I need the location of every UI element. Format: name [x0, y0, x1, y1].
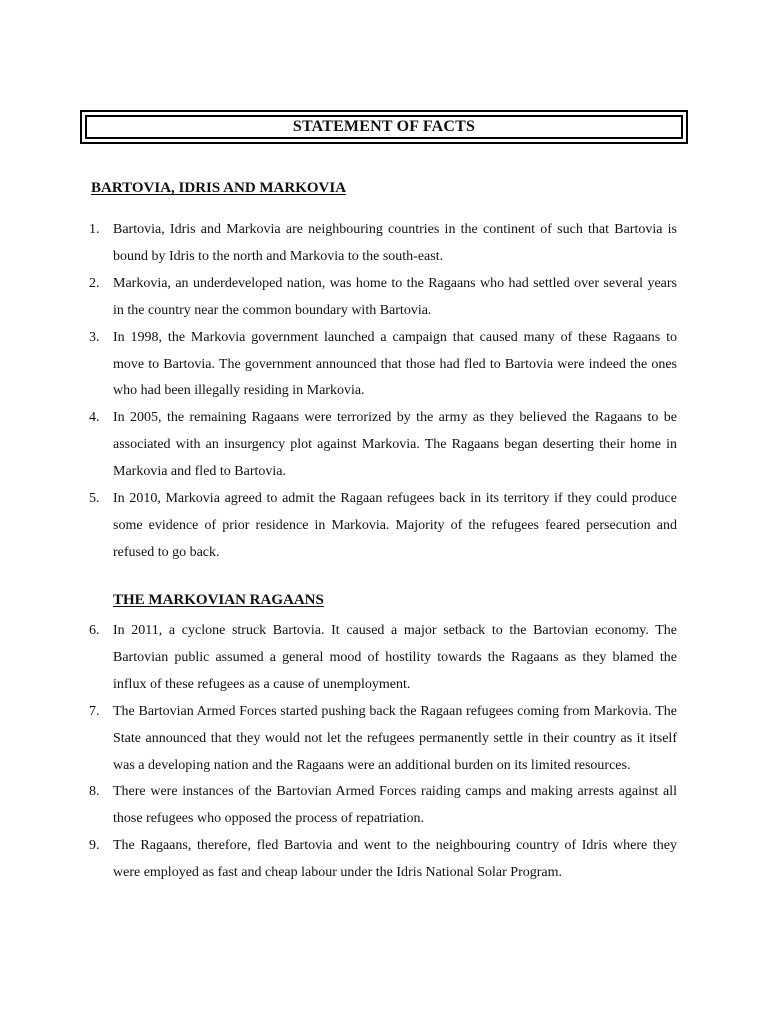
section-heading-bartovia-idris-markovia: BARTOVIA, IDRIS AND MARKOVIA — [91, 180, 347, 196]
fact-number: 4. — [89, 410, 100, 426]
fact-item-5 — [89, 486, 677, 567]
fact-text: There were instances of the Bartovian Armed Forces raiding camps and making arrests against all those refugees who opposed the process of repatriation. — [113, 784, 677, 827]
fact-item-9 — [89, 833, 677, 887]
fact-text: Markovia, an underdeveloped nation, was home to the Ragaans who had settled over several years in the country near the common boundary with Bartovia. — [113, 275, 677, 318]
fact-number: 1. — [89, 222, 100, 237]
fact-item-7 — [89, 699, 677, 780]
fact-text: The Bartovian Armed Forces started pushing back the Ragaan refugees coming from Markovia. The State announced that they would not let the refugees permanently settle in their country as it itself was a developing nation and the Ragaans were an additional burden on its limited resources. — [113, 703, 677, 773]
fact-item-2 — [89, 271, 677, 325]
fact-item-3 — [89, 325, 677, 406]
fact-text: In 2011, a cyclone struck Bartovia. It caused a major setback to the Bartovian economy. The Bartovian public assumed a general mood of hostility towards the Ragaans as they blamed the influx of these refugees as a cause of unemployment. — [113, 623, 677, 692]
fact-number: 8. — [89, 784, 100, 800]
fact-text: In 2005, the remaining Ragaans were terrorized by the army as they believed the Ragaans to be associated with an insurgency plot against Markovia. The Ragaans began deserting their home in Markovia and fled to Bartovia. — [113, 410, 677, 480]
fact-number: 2. — [89, 275, 100, 291]
fact-text: Bartovia, Idris and Markovia are neighbouring countries in the continent of such that Bartovia is bound by Idris to the north and Markovia to the south-east. — [113, 222, 677, 264]
fact-text: In 1998, the Markovia government launched a campaign that caused many of these Ragaans to move to Bartovia. The government announced that those had fled to Bartovia were indeed the ones who had been illegally residing in Markovia. — [113, 329, 677, 399]
fact-item-8 — [89, 779, 677, 833]
facts-list-section-2 — [0, 618, 768, 887]
fact-number: 6. — [89, 623, 100, 638]
fact-text: The Ragaans, therefore, fled Bartovia and went to the neighbouring country of Idris where they were employed as fast and cheap labour under the Idris National Solar Program. — [113, 838, 677, 881]
fact-item-4 — [89, 405, 677, 486]
fact-number: 3. — [89, 329, 100, 345]
fact-number: 7. — [89, 703, 100, 719]
facts-list-section-1 — [0, 217, 768, 567]
title-frame — [80, 110, 688, 144]
section-heading-markovian-ragaans: THE MARKOVIAN RAGAANS — [113, 592, 324, 608]
fact-item-6 — [89, 618, 677, 699]
fact-item-1 — [89, 217, 677, 271]
title-inner-frame — [85, 115, 683, 139]
page-title: STATEMENT OF FACTS — [292, 118, 476, 135]
fact-number: 9. — [89, 838, 100, 854]
fact-number: 5. — [89, 491, 100, 507]
fact-text: In 2010, Markovia agreed to admit the Ragaan refugees back in its territory if they could produce some evidence of prior residence in Markovia. Majority of the refugees feared persecution and refused to go back. — [113, 491, 677, 560]
